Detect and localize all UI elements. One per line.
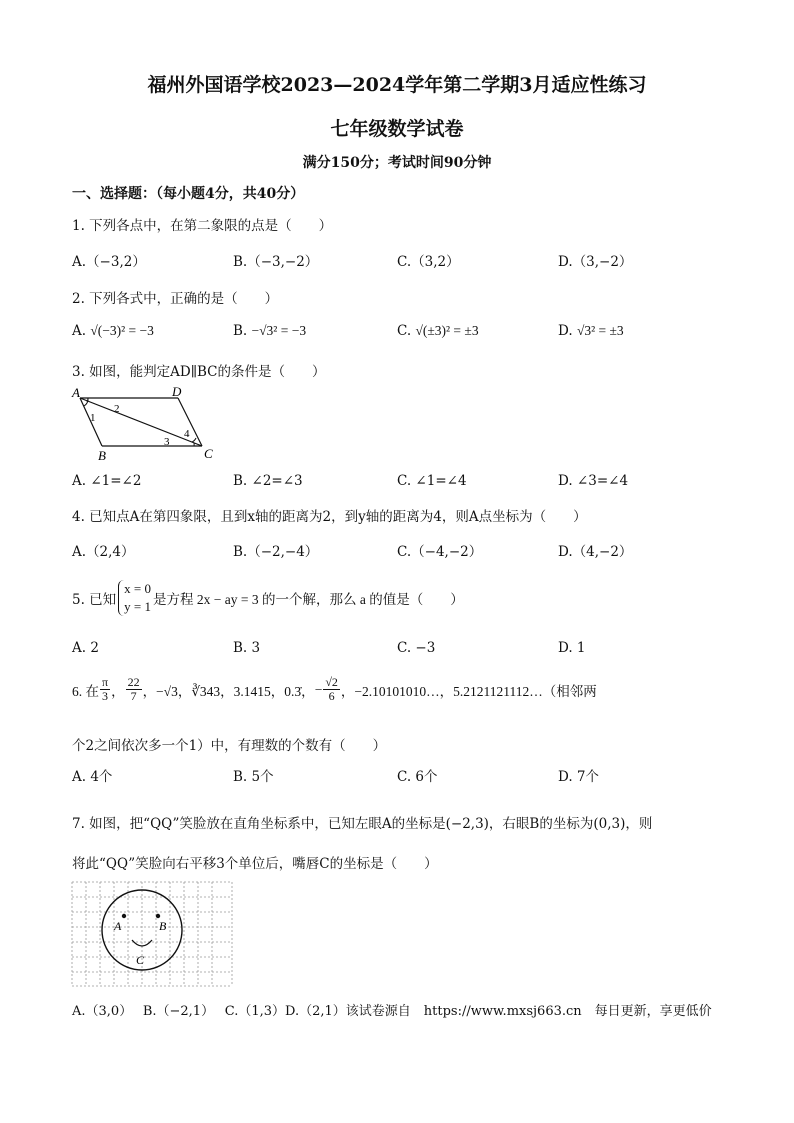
exam-title: 福州外国语学校2023—2024学年第二学期3月适应性练习 — [147, 74, 647, 96]
q7-options-and-source-line: A.（3,0） B.（−2,1） C.（1,3）D.（2,1）该试卷源自 https://www.mxsj663.cn 每日更新，享更低价 — [72, 1004, 712, 1019]
q3-option-a: A. ∠1=∠2 — [72, 473, 142, 489]
label-angle-4: 4 — [184, 428, 190, 440]
q5-stem: 5. 已知 x = 0 y = 1 是方程 2x − ay = 3 的一个解，那么 a 的值是（ ） — [72, 581, 464, 614]
q5-equation-system: x = 0 y = 1 — [118, 580, 151, 616]
q6-fraction-pi-3: $\frac{\pi}{3}$ — [102, 675, 109, 703]
label-angle-2: 2 — [114, 403, 120, 415]
q6-fraction-22-7: $\frac{22}{7}$ — [127, 675, 140, 703]
label-mouth-c: C — [136, 953, 145, 967]
q6-option-c: C. 6个 — [397, 769, 438, 785]
q6-stem-line2: 个2之间依次多一个1）中，有理数的个数有（ ） — [72, 738, 387, 754]
label-a: A — [72, 385, 80, 400]
q3-parallelogram-figure — [68, 384, 228, 464]
q7-smiley-grid-figure — [70, 880, 234, 988]
q5-option-d: D. 1 — [558, 640, 586, 656]
q2-option-d: D. √3² = ±3 — [558, 323, 624, 339]
q1-option-d: D.（3,−2） — [558, 254, 633, 270]
q5-option-a: A. 2 — [72, 640, 99, 656]
grid-lines — [72, 882, 232, 986]
q4-option-b: B.（−2,−4） — [233, 544, 319, 560]
q3-option-b: B. ∠2=∠3 — [233, 473, 303, 489]
label-c: C — [204, 446, 213, 461]
q3-option-c: C. ∠1=∠4 — [397, 473, 467, 489]
q2-option-a: A. √(−3)² = −3 — [72, 323, 154, 339]
label-d: D — [172, 384, 182, 399]
segment-dc — [178, 398, 202, 446]
q1-option-a: A.（−3,2） — [72, 254, 146, 270]
label-eye-a: A — [114, 919, 122, 933]
q1-option-b: B.（−3,−2） — [233, 254, 319, 270]
q5-option-c: C. −3 — [397, 640, 436, 656]
q6-stem-line1: 6. 在 $\frac{\pi}{3}$ ， $\frac{22}{7}$ ，−√3，∛343，3.1415，0.3̇， − $\frac{√2}{6}$ ，−2.10101010…，5.2121121112…（相邻两 — [72, 675, 597, 703]
q7-stem-line2: 将此“QQ”笑脸向右平移3个单位后，嘴唇C的坐标是（ ） — [72, 856, 438, 872]
q6-option-b: B. 5个 — [233, 769, 274, 785]
section-heading: 一、选择题：（每小题4分，共40分） — [72, 186, 305, 202]
label-b: B — [98, 448, 106, 463]
q2-option-b: B. −√3² = −3 — [233, 323, 307, 339]
q5-option-b: B. 3 — [233, 640, 261, 656]
q3-stem: 3. 如图，能判定AD∥BC的条件是（ ） — [72, 364, 326, 380]
label-angle-1: 1 — [90, 412, 96, 424]
q2-option-c: C. √(±3)² = ±3 — [397, 323, 479, 339]
q1-option-c: C.（3,2） — [397, 254, 460, 270]
q7-stem-line1: 7. 如图，把“QQ”笑脸放在直角坐标系中，已知左眼A的坐标是(−2,3)，右眼B的坐标为(0,3)，则 — [72, 816, 653, 832]
right-eye-dot — [156, 914, 160, 918]
q6-option-d: D. 7个 — [558, 769, 600, 785]
q2-stem: 2. 下列各式中，正确的是（ ） — [72, 291, 279, 307]
q6-option-a: A. 4个 — [72, 769, 113, 785]
q1-stem: 1. 下列各点中，在第二象限的点是（ ） — [72, 218, 333, 234]
exam-subtitle: 七年级数学试卷 — [330, 118, 464, 140]
label-eye-b: B — [159, 919, 167, 933]
q4-option-a: A.（2,4） — [72, 544, 135, 560]
q4-stem: 4. 已知点A在第四象限，且到x轴的距离为2，到y轴的距离为4，则A点坐标为（ ） — [72, 509, 587, 525]
label-angle-3: 3 — [164, 436, 170, 448]
q3-option-d: D. ∠3=∠4 — [558, 473, 629, 489]
q4-option-d: D.（4,−2） — [558, 544, 633, 560]
exam-info: 满分150分；考试时间90分钟 — [302, 155, 492, 171]
left-eye-dot — [122, 914, 126, 918]
q4-option-c: C.（−4,−2） — [397, 544, 483, 560]
q6-fraction-sqrt2-6: $\frac{√2}{6}$ — [325, 675, 338, 703]
